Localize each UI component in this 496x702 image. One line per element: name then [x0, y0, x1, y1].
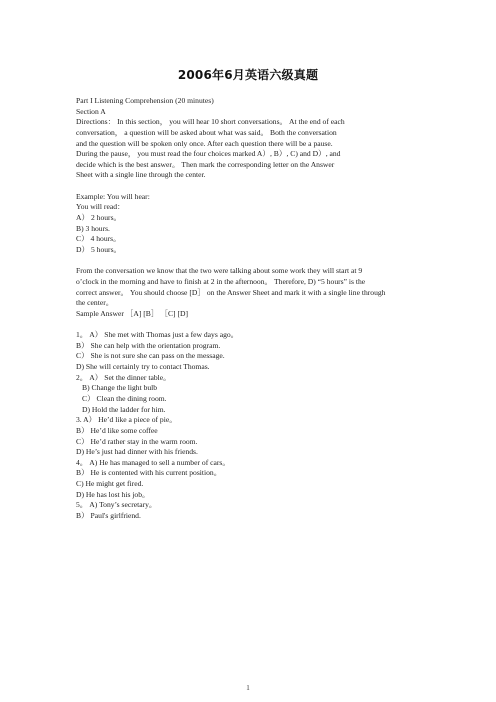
question-line: C） He’d rather stay in the warm room. — [76, 436, 198, 446]
question-line: 3. A） He’d like a piece of pie。 — [76, 415, 177, 425]
page-number: 1 — [246, 684, 250, 692]
question-line: D) He has lost his job。 — [76, 489, 150, 499]
explanation-line: the center。 — [76, 298, 114, 308]
example-option: A） 2 hours。 — [76, 213, 122, 223]
part-heading: Part I Listening Comprehension (20 minutes) — [76, 96, 214, 105]
question-line: 5。 A) Tony’s secretary。 — [76, 500, 157, 510]
example-read-label: You will read： — [76, 202, 125, 212]
question-line: B） He’d like some coffee — [76, 425, 158, 435]
question-line: C） Clean the dining room. — [82, 393, 167, 403]
example-option: B) 3 hours. — [76, 223, 110, 233]
explanation-line: From the conversation we know that the two were talking about some work they will start at 9 — [76, 266, 363, 276]
question-line: 2。 A） Set the dinner table。 — [76, 372, 171, 382]
question-line: 1。 A） She met with Thomas just a few days ago。 — [76, 330, 239, 340]
question-line: B） She can help with the orientation program. — [76, 340, 221, 350]
question-line: 4。 A) He has managed to sell a number of cars。 — [76, 457, 230, 467]
question-line: B） Paul's girlfriend. — [76, 510, 141, 520]
directions-line: and the question will be spoken only once. After each question there will be a pause. — [76, 138, 333, 148]
question-line: B) Change the light bulb — [82, 383, 158, 393]
question-line: C) He might get fired. — [76, 479, 144, 489]
document-body — [76, 96, 424, 522]
directions-line: Directions： In this section， you will hear 10 short conversations。 At the end of each — [76, 117, 345, 127]
spacer — [76, 256, 424, 267]
question-line: C） She is not sure she can pass on the message. — [76, 351, 225, 361]
directions-line: decide which is the best answer。 Then mark the corresponding letter on the Answer — [76, 159, 335, 169]
example-option: D） 5 hours。 — [76, 244, 122, 254]
section-heading: Section A — [76, 106, 106, 116]
explanation-line: correct answer。 You should choose [D］ on the Answer Sheet and mark it with a single line through — [76, 287, 386, 297]
page-title: 2006年6月英语六级真题 — [177, 68, 319, 82]
directions-line: Sheet with a single line through the center. — [76, 170, 206, 180]
directions-line: During the pause， you must read the four choices marked A）, B）, C) and D）, and — [76, 149, 341, 159]
spacer — [76, 181, 424, 192]
question-line: D) He’s just had dinner with his friends. — [76, 447, 198, 457]
question-line: D) She will certainly try to contact Thomas. — [76, 362, 210, 372]
example-heard-label: Example: You will hear: — [76, 191, 150, 201]
question-line: B） He is contented with his current position。 — [76, 468, 222, 478]
explanation-line: o’clock in the morning and have to finish at 2 in the afternoon。 Therefore, D) “5 hours” is the — [76, 276, 366, 286]
question-line: D) Hold the ladder for him. — [82, 404, 166, 414]
directions-line: conversation， a question will be asked about what was said。 Both the conversation — [76, 127, 337, 137]
spacer — [76, 319, 424, 330]
example-option: C） 4 hours。 — [76, 234, 121, 244]
sample-answer: Sample Answer ［A] [B］ ［C] [D] — [76, 308, 188, 318]
